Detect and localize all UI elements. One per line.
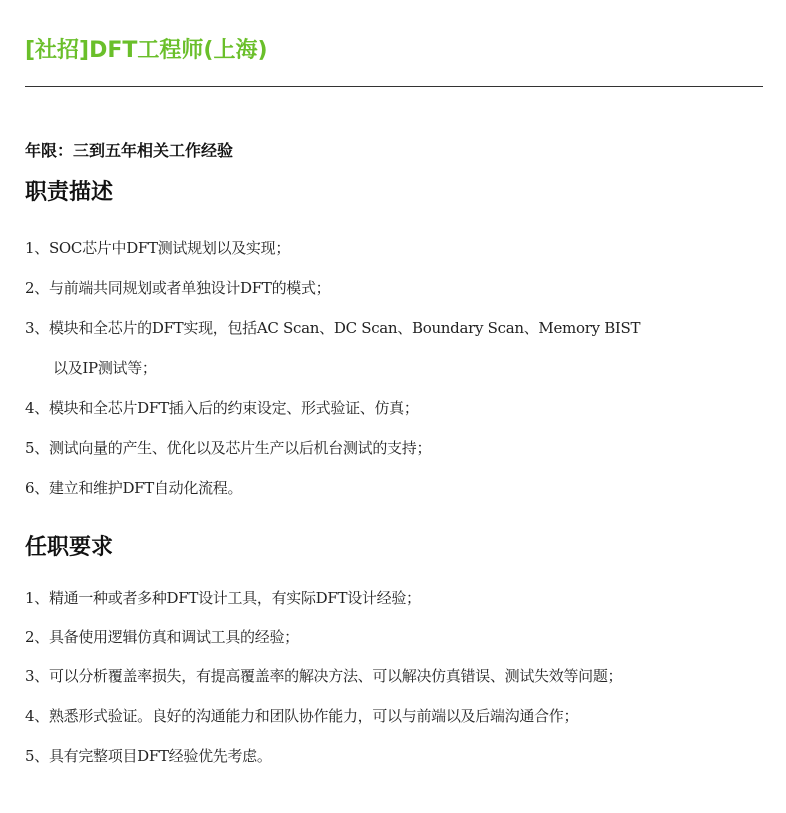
list-item <box>25 476 765 516</box>
list-item <box>25 436 765 476</box>
requirements-list <box>25 586 765 784</box>
list-item <box>25 396 765 436</box>
list-item <box>25 236 765 276</box>
list-item <box>25 625 765 664</box>
list-item <box>25 664 765 704</box>
list-item-text: 6、建立和维护DFT自动化流程。 <box>25 479 243 497</box>
list-item-text: 1、精通一种或者多种DFT设计工具，有实际DFT设计经验； <box>25 589 421 607</box>
list-item <box>25 744 765 784</box>
responsibilities-list <box>25 236 765 516</box>
job-title: [社招]DFT工程师(上海) <box>25 38 268 63</box>
list-item-text: 2、与前端共同规划或者单独设计DFT的模式； <box>25 279 331 297</box>
list-item <box>25 586 765 625</box>
list-item-text: 3、可以分析覆盖率损失，有提高覆盖率的解决方法、可以解决仿真错误、测试失效等问题； <box>25 667 623 685</box>
list-item-text: 5、测试向量的产生、优化以及芯片生产以后机台测试的支持； <box>25 439 432 457</box>
list-item <box>25 316 765 396</box>
list-item-text: 1、SOC芯片中DFT测试规划以及实现； <box>25 239 291 257</box>
list-item-text: 3、模块和全芯片的DFT实现，包括AC Scan、DC Scan、Boundary Scan、Memory BIST <box>25 319 641 337</box>
list-item-text: 4、熟悉形式验证。良好的沟通能力和团队协作能力，可以与前端以及后端沟通合作； <box>25 707 579 725</box>
years-requirement: 年限：三到五年相关工作经验 <box>25 141 234 160</box>
list-item <box>25 704 765 744</box>
responsibilities-heading: 职责描述 <box>25 180 114 205</box>
title-divider <box>25 86 763 87</box>
list-item <box>25 276 765 316</box>
list-item-continuation: 以及IP测试等； <box>53 359 157 377</box>
list-item-text: 2、具备使用逻辑仿真和调试工具的经验； <box>25 628 299 646</box>
list-item-text: 4、模块和全芯片DFT插入后的约束设定、形式验证、仿真； <box>25 399 419 417</box>
list-item-text: 5、具有完整项目DFT经验优先考虑。 <box>25 747 272 765</box>
requirements-heading: 任职要求 <box>25 535 114 560</box>
